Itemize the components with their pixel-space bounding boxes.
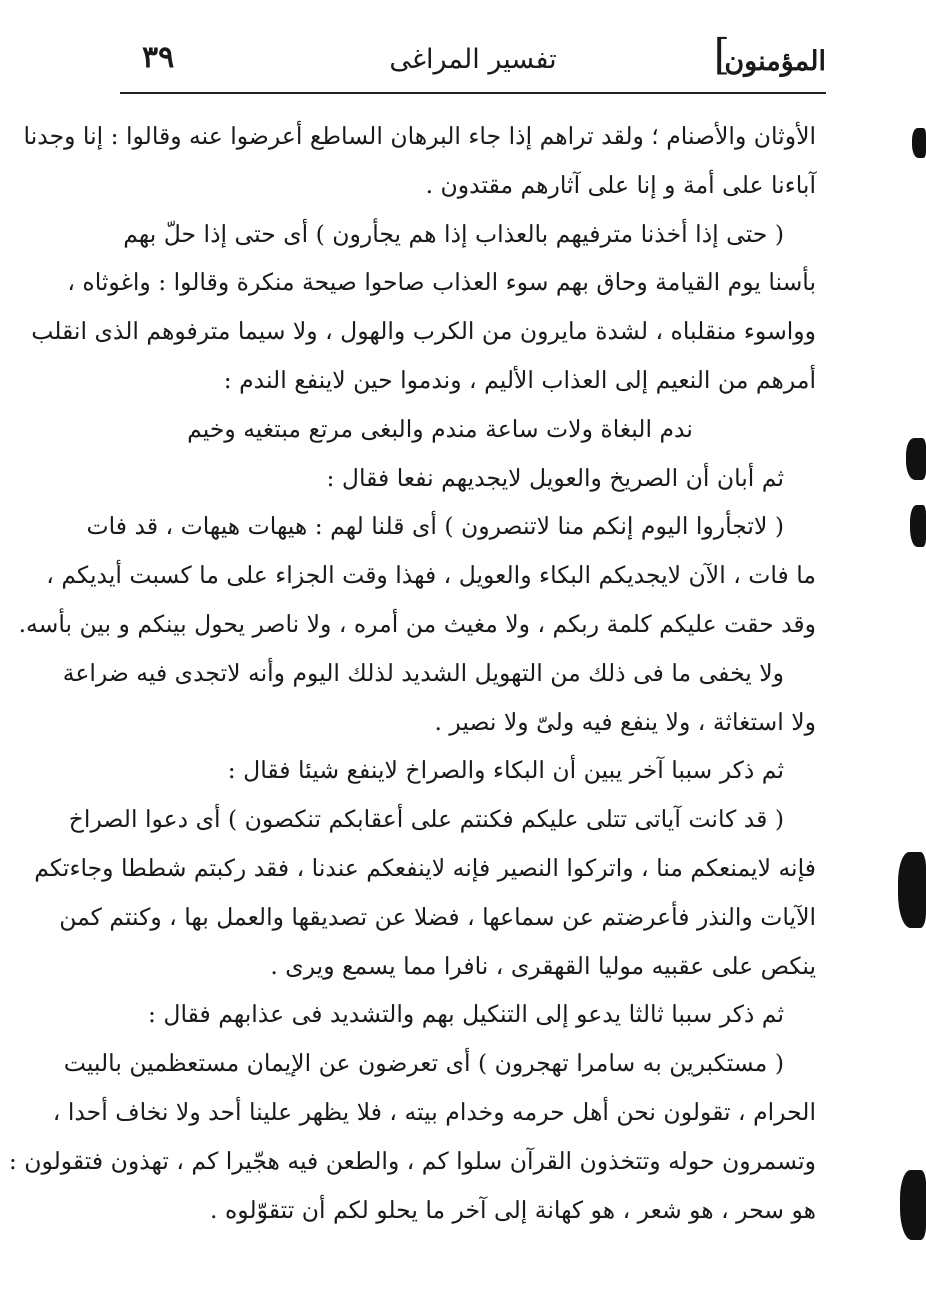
book-title: تفسير المراغى [389,44,557,75]
text-line: الآيات والنذر فأعرضتم عن سماعها ، فضلا عن تصديقها والعمل بها ، وكنتم كمن [59,902,816,931]
header-bracket: ] [713,30,730,79]
scan-edge-mark [898,852,926,928]
text-line: وواسوء منقلباه ، لشدة مايرون من الكرب والهول ، ولا سيما مترفوهم الذى انقلب [31,317,816,346]
text-line: ولا يخفى ما فى ذلك من التهويل الشديد لذلك اليوم وأنه لاتجدى فيه ضراعة [62,658,784,687]
text-line: ثم ذكر سببا آخر يبين أن البكاء والصراخ لاينفع شيئا فقال : [227,756,784,785]
text-line: هو سحر ، هو شعر ، هو كهانة إلى آخر ما يحلو لكم أن تتقوّلوه . [210,1195,816,1224]
text-line: أمرهم من النعيم إلى العذاب الأليم ، وندموا حين لاينفع الندم : [223,365,816,394]
text-line: ما فات ، الآن لايجديكم البكاء والعويل ، فهذا وقت الجزاء على ما كسبت أيديكم ، [46,561,816,590]
text-line: ( لاتجأروا اليوم إنكم منا لاتنصرون ) أى قلنا لهم : هيهات هيهات ، قد فات [86,512,784,541]
text-line: ( مستكبرين به سامرا تهجرون ) أى تعرضون عن الإيمان مستعظمين بالبيت [63,1049,784,1078]
page-header [120,28,826,94]
text-line: ولا استغاثة ، ولا ينفع فيه ولىّ ولا نصير . [434,707,816,736]
body-text [8,112,816,1234]
text-line: ( قد كانت آياتى تتلى عليكم فكنتم على أعقابكم تنكصون ) أى دعوا الصراخ [68,805,784,834]
scan-edge-mark [900,1170,926,1240]
text-line: فإنه لايمنعكم منا ، واتركوا النصير فإنه لاينفعكم عندنا ، فقد ركبتم شططا وجاءتكم [34,853,816,882]
scan-edge-mark [906,438,926,480]
scan-edge-mark [912,128,926,158]
scan-edge-mark [910,505,926,547]
section-title: المؤمنون [724,46,826,77]
text-line: الأوثان والأصنام ؛ ولقد تراهم إذا جاء البرهان الساطع أعرضوا عنه وقالوا : إنا وجدنا [23,122,816,150]
text-line: آباءنا على أمة و إنا على آثارهم مقتدون . [425,170,816,199]
page-number: ٣٩ [142,40,175,75]
text-line: ثم أبان أن الصريخ والعويل لايجديهم نفعا فقال : [326,463,784,492]
text-line: الحرام ، تقولون نحن أهل حرمه وخدام بيته ، فلا يظهر علينا أحد ولا نخاف أحدا ، [52,1097,816,1126]
text-line: وقد حقت عليكم كلمة ربكم ، ولا مغيث من أمره ، ولا ناصر يحول بينكم و بين بأسه. [18,609,816,638]
text-line: ينكص على عقبيه موليا القهقرى ، نافرا مما يسمع ويرى . [270,951,816,980]
text-line: بأسنا يوم القيامة وحاق بهم سوء العذاب صاحوا صيحة منكرة وقالوا : واغوثاه ، [67,268,816,297]
text-line: ثم ذكر سببا ثالثا يدعو إلى التنكيل بهم والتشديد فى عذابهم فقال : [148,1000,784,1029]
verse-line: ندم البغاة ولات ساعة مندم والبغى مرتع مبتغيه وخيم [187,414,693,443]
text-line: وتسمرون حوله وتتخذون القرآن سلوا كم ، والطعن فيه هجّيرا كم ، تهذون فتقولون : [8,1146,816,1175]
text-line: ( حتى إذا أخذنا مترفيهم بالعذاب إذا هم يجأرون ) أى حتى إذا حلّ بهم [123,219,784,248]
